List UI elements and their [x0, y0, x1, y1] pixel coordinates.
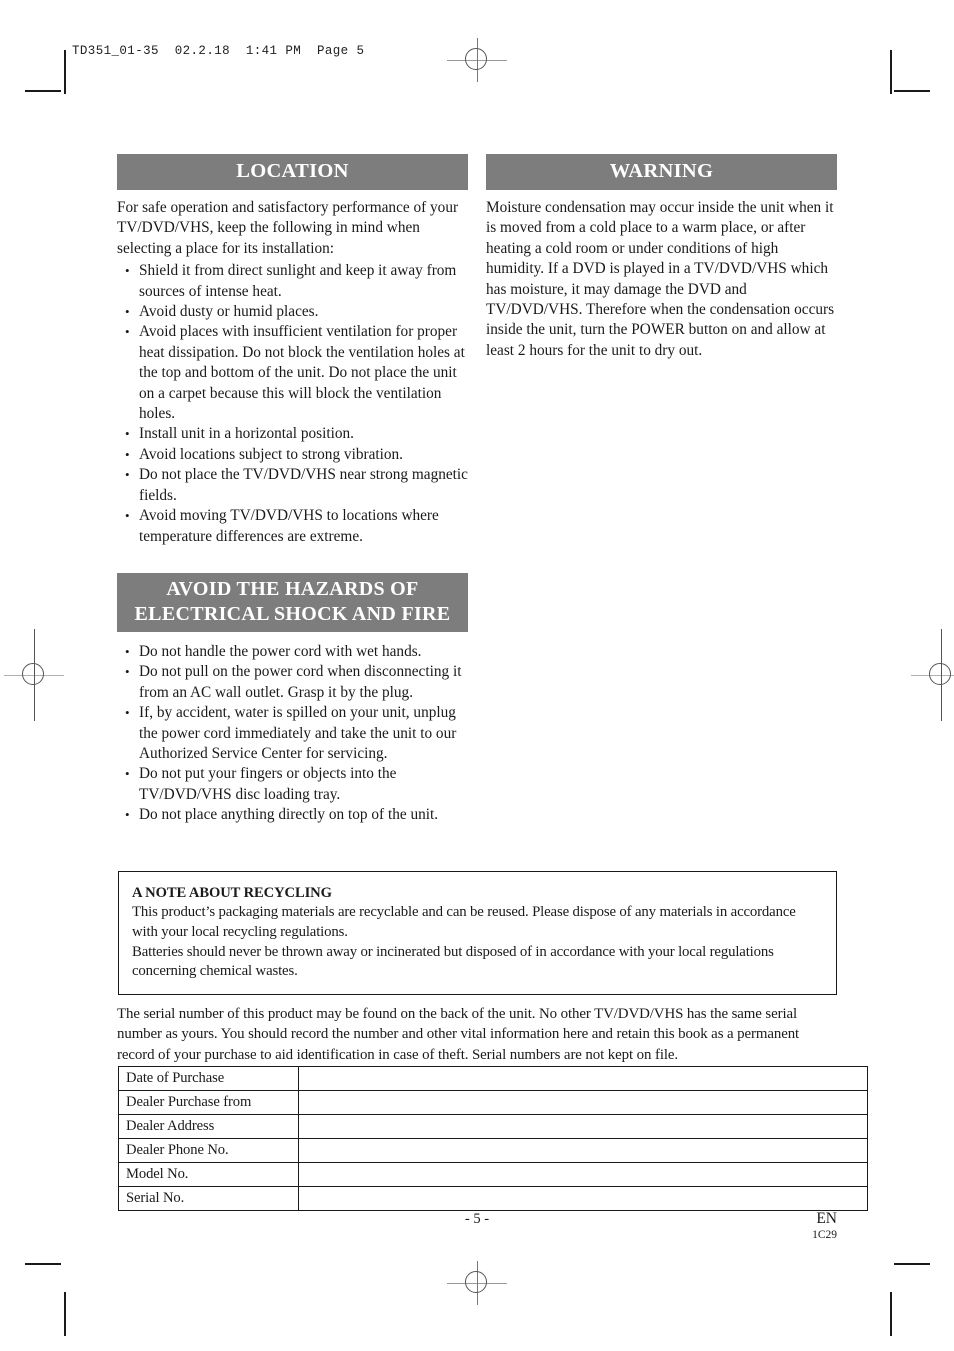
- table-cell-value[interactable]: [299, 1115, 868, 1139]
- registration-mark-circle: [22, 663, 44, 685]
- section-spacer: [117, 547, 468, 573]
- list-item: • Do not place anything directly on top of the unit.: [125, 805, 468, 825]
- table-row: [119, 1139, 868, 1163]
- warning-paragraph: Moisture condensation may occur inside the unit when it is moved from a cold place to a warm place, or after heating a cold room or under conditions of high humidity. If a DVD is played in a TV/DVD/VHS which has moisture, it may damage the DVD and TV/DVD/VHS. Therefore when the condensation occurs inside the unit, turn the POWER button on and allow at least 2 hours for the unit to dry out.: [486, 199, 835, 359]
- section-heading-location: LOCATION: [117, 154, 468, 190]
- table-cell-label: Date of Purchase: [119, 1067, 299, 1091]
- list-item: • Do not put your fingers or objects into the TV/DVD/VHS disc loading tray.: [125, 764, 468, 805]
- recycling-note-paragraph-1: This product’s packaging materials are recyclable and can be reused. Please dispose of any materials in accordance with your local recycling regulations.: [132, 904, 796, 940]
- recycling-note-box: [118, 871, 837, 995]
- location-intro-paragraph: For safe operation and satisfactory performance of your TV/DVD/VHS, keep the following in mind when selecting a place for its installation:: [117, 199, 459, 257]
- registration-mark-circle: [465, 1271, 487, 1293]
- section-heading-hazards-line1: AVOID THE HAZARDS OF: [166, 577, 419, 600]
- list-item: • Do not place the TV/DVD/VHS near strong magnetic fields.: [125, 465, 468, 506]
- table-row: [119, 1187, 868, 1211]
- crop-mark-top-right-horizontal: [894, 90, 930, 92]
- list-item: • If, by accident, water is spilled on your unit, unplug the power cord immediately and take the unit to our Authorized Service Center for servicing.: [125, 703, 468, 764]
- list-item: • Avoid dusty or humid places.: [125, 302, 468, 322]
- list-item: • Install unit in a horizontal position.: [125, 424, 468, 444]
- registration-mark-top: [447, 30, 507, 90]
- table-cell-label: Serial No.: [119, 1187, 299, 1211]
- table-cell-value[interactable]: [299, 1067, 868, 1091]
- table-cell-value[interactable]: [299, 1139, 868, 1163]
- registration-mark-right: [911, 645, 954, 705]
- registration-mark-left: [4, 645, 64, 705]
- list-item: • Avoid places with insufficient ventilation for proper heat dissipation. Do not block the ventilation holes at the top and bottom of the unit. Do not place the unit on a carpet because this will block the ventilation holes.: [125, 322, 468, 424]
- recycling-note-paragraph-2: Batteries should never be thrown away or incinerated but disposed of in accordance with your local regulations concerning chemical wastes.: [132, 943, 774, 980]
- crop-mark-bottom-left-vertical: [64, 1292, 66, 1336]
- table-cell-label: Model No.: [119, 1163, 299, 1187]
- table-row: [119, 1091, 868, 1115]
- registration-mark-bottom: [447, 1253, 507, 1313]
- running-head: TD351_01-35 02.2.18 1:41 PM Page 5: [72, 44, 365, 58]
- section-heading-hazards-line2: ELECTRICAL SHOCK AND FIRE: [134, 602, 451, 625]
- footer-right-block: [720, 1210, 837, 1242]
- footer-page-number: - 5 -: [464, 1211, 490, 1227]
- list-item: • Avoid locations subject to strong vibration.: [125, 445, 468, 465]
- hazards-bullet-list: [117, 642, 468, 826]
- right-column: [486, 154, 837, 361]
- table-cell-value[interactable]: [299, 1187, 868, 1211]
- recycling-note-title: A NOTE ABOUT RECYCLING: [132, 885, 332, 901]
- purchase-record-table: [118, 1066, 868, 1211]
- table-row: [119, 1163, 868, 1187]
- footer-language-code: EN: [816, 1210, 837, 1227]
- table-cell-label: Dealer Address: [119, 1115, 299, 1139]
- crop-mark-bottom-right-horizontal: [894, 1263, 930, 1265]
- table-cell-value[interactable]: [299, 1091, 868, 1115]
- table-cell-value[interactable]: [299, 1163, 868, 1187]
- section-heading-hazards: [117, 573, 468, 632]
- serial-number-paragraph: The serial number of this product may be found on the back of the unit. No other TV/DVD/VHS has the same serial number as yours. You should record the number and other vital information here and retain this book as a permanent record of your purchase to aid identification in case of theft. Serial numbers are not kept on file.: [117, 1006, 800, 1063]
- crop-mark-bottom-right-vertical: [890, 1292, 892, 1336]
- list-item: • Do not handle the power cord with wet hands.: [125, 642, 468, 662]
- location-bullet-list: [117, 261, 468, 547]
- crop-mark-top-right-vertical: [890, 50, 892, 94]
- footer-document-code: 1C29: [812, 1229, 837, 1241]
- registration-mark-circle: [465, 48, 487, 70]
- left-column: [117, 154, 468, 826]
- registration-mark-circle: [929, 663, 951, 685]
- table-row: [119, 1115, 868, 1139]
- section-heading-warning: WARNING: [486, 154, 837, 190]
- table-row: [119, 1067, 868, 1091]
- list-item: • Shield it from direct sunlight and keep it away from sources of intense heat.: [125, 261, 468, 302]
- table-cell-label: Dealer Purchase from: [119, 1091, 299, 1115]
- list-item: • Avoid moving TV/DVD/VHS to locations where temperature differences are extreme.: [125, 506, 468, 547]
- list-item: • Do not pull on the power cord when disconnecting it from an AC wall outlet. Grasp it by the plug.: [125, 662, 468, 703]
- crop-mark-top-left-vertical: [64, 50, 66, 94]
- table-cell-label: Dealer Phone No.: [119, 1139, 299, 1163]
- crop-mark-bottom-left-horizontal: [25, 1263, 61, 1265]
- crop-mark-top-left-horizontal: [25, 90, 61, 92]
